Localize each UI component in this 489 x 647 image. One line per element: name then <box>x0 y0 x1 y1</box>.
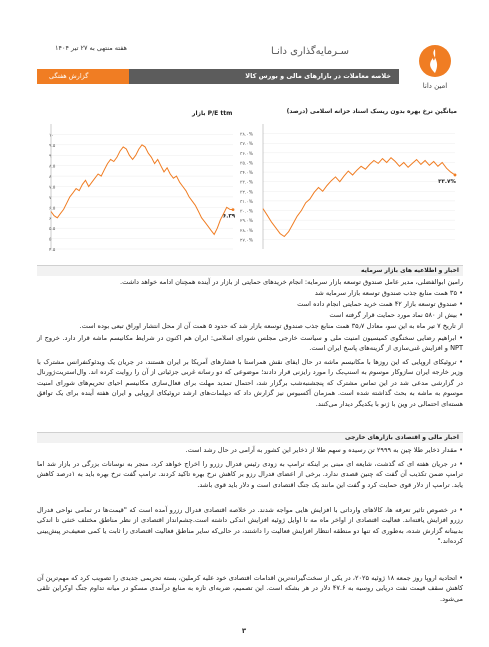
y-tick-label: ۳۶.۰% <box>240 151 253 157</box>
y-tick-label: ۴.۵ <box>49 248 56 253</box>
news-bullet: • اتحادیه اروپا روز جمعه ۱۸ ژوئیه ۲۰۲۵، در یکی از سخت‌گیرانه‌ترین اقدامات اقتصادی خود علیه کرملین، بسته تحریمی جدیدی را تصویب کرد که مهم‌ترین آن کاهش سقف قیمت نفت دریایی روسیه به ۴۷.۶ دلار در هر بشکه است. این تصمیم، ضربه‌ای تازه به منابع درآمدی مسکو در میانه تداوم جنگ اوکراین تلقی می‌شود. <box>37 574 464 603</box>
y-tick-label: ۶ <box>49 216 52 222</box>
latest-value-label: ۳۳.۷% <box>438 178 456 185</box>
y-tick-label: ۸ <box>49 175 52 181</box>
y-tick-label: ۳۲.۰% <box>240 190 253 196</box>
news-bullet: • تروئیکای اروپایی که این روزها با مکانیسم ماشه در حال ایفای نقش همراستا با فشارهای آمریکا بر ایران هستند، در جریان یک ویدئوکنفرانس مشترک با وزیر خارجه ایران سازوکار موسوم به اسنپ‌بک را مورد رایزنی قرار دادند؛ موضوعی که دو رسانه غربی جزئیاتی از آن را روایت کرده اند. وال‌استریت‌ژورنال در گزارشی مدعی شد در این تماس مشترک که پنجشنبه‌شب برگزار شد، احتمال تمدید مهلت برای فعال‌سازی مکانیسم احیای تحریم‌های شورای امنیت موسوم به ماشه به بحث گذاشته شده است. همزمان آکسیوس نیز گزارش داد که دیپلمات‌های ارشد تروئیکای اروپایی و ایران هفته آینده برای یک توافق هسته‌ای احتمالی در وین با ژنو با یکدیگر دیدار می‌کنند. <box>37 358 463 408</box>
y-tick-label: ۲۸.۰% <box>240 228 253 234</box>
y-tick-label: ۳۳.۰% <box>240 180 253 186</box>
report-type: گزارش هفتگی <box>49 72 89 80</box>
company-logo <box>409 40 461 98</box>
news-bullet: • ابراهیم رضایی سخنگوی کمیسیون امنیت ملی و سیاست خارجی مجلس شورای اسلامی: ایران هم اکنون در شرایط مکانیسم ماشه قرار دارد. خروج از NPT و افزایش غنی‌سازی از گزینه‌های پاسخ ایران است. <box>37 334 463 353</box>
series-line <box>51 145 233 235</box>
y-tick-label: ۹.۵ <box>49 143 56 149</box>
section-capital-market <box>37 265 463 276</box>
latest-point <box>232 208 235 211</box>
y-tick-label: ۱۰ <box>49 133 54 139</box>
news-paragraph: از تاریخ ۷ تیر ماه به این سو، معادل ۳۵٫۷ همت منابع جذب صندوق توسعه بازار شد که حدود ۵ همت آن از محل انتشار اوراق تبعی بوده است. <box>79 322 463 330</box>
latest-value-label: ۶.۳۹ <box>222 213 236 220</box>
y-tick-label: ۶.۵ <box>49 206 56 212</box>
page-number: ۳ <box>241 627 247 635</box>
logo-text: امین دانا <box>422 82 448 90</box>
interest-rate-chart <box>240 116 463 261</box>
y-tick-label: ۳۴.۰% <box>240 171 253 177</box>
news-bullet: • مقدار ذخایر طلا چین به ۲۹۹۹ تن رسیده و سهم طلا از ذخایر این کشور به آرامی در حال رشد است. <box>185 446 463 454</box>
y-tick-label: ۳۸.۰% <box>240 132 253 138</box>
y-tick-label: ۵.۵ <box>49 227 56 233</box>
title-band <box>37 69 399 84</box>
series-line <box>263 158 455 237</box>
charts-area <box>37 104 463 264</box>
news-bullet: • ۳۵ همت منابع جذب صندوق توسعه بازار سرمایه شد <box>314 289 463 297</box>
y-tick-label: ۳۷.۰% <box>240 142 253 148</box>
latest-point <box>454 174 457 177</box>
news-paragraph: رامین ابوالفضلی، مدیر عامل صندوق توسعه بازار سرمایه: انجام خریدهای حمایتی از بازار در آینده همچنان ادامه خواهد داشت. <box>120 278 463 286</box>
report-date: هفته منتهی به ۲۷ تیر ۱۴۰۴ <box>55 44 127 52</box>
flame-logo-icon <box>415 40 455 80</box>
y-tick-label: ۵ <box>49 237 52 243</box>
section-foreign-markets <box>37 432 463 443</box>
y-tick-label: ۳۵.۰% <box>240 161 253 167</box>
y-tick-label: ۷.۵ <box>49 185 56 191</box>
brand-title: سـرمایه‌گذاری دانـا <box>271 46 349 57</box>
chart-right-title: میانگین نرخ بهره بدون ریسک اسناد خزانه اسلامی (درصد) <box>286 108 457 115</box>
chart-left-title: P/E ttm بازار <box>192 110 233 117</box>
y-tick-label: ۲۷.۰% <box>240 238 253 244</box>
page-header <box>0 0 489 100</box>
section-capital-market-title: اخبار و اطلاعیه های بازار سرمایه <box>360 267 459 274</box>
y-tick-label: ۳۱.۰% <box>240 199 253 205</box>
news-bullet: • صندوق توسعه بازار ۴۲ همت خرید حمایتی انجام داده است <box>297 300 463 308</box>
section-foreign-markets-title: اخبار مالی و اقتصادی بازارهای خارجی <box>345 434 459 441</box>
report-title: خلاصه معاملات در بازارهای مالی و بورس کالا <box>245 72 391 80</box>
news-bullet: • بیش از ۵۸۰ نماد مورد حمایت قرار گرفته است <box>329 311 463 319</box>
pe-chart <box>37 116 247 261</box>
y-tick-label: ۸.۵ <box>49 164 56 170</box>
y-tick-label: ۳۰.۰% <box>240 209 253 215</box>
y-tick-label: ۷ <box>49 195 52 201</box>
y-tick-label: ۲۹.۰% <box>240 219 253 225</box>
y-tick-label: ۹ <box>49 154 52 160</box>
news-bullet: • در خصوص تاثیر تعرفه ها، کالاهای وارداتی با افزایش هایی مواجه شدند. در خلاصه اقتصادی فدرال رزرو آمده است که "قیمت‌ها در تمامی نواحی فدرال رزرو افزایش یافته‌اند. فعالیت اقتصادی از اواخر ماه مه تا اوایل ژوئیه افزایش اندکی داشته است.چشم‌انداز اقتصادی از نظر مناطق مختلف خنثی تا اندکی بدبینانه گزارش شده، به‌طوری که تنها دو منطقه انتظار افزایش فعالیت را داشتند، در حالی‌که سایر مناطق فعالیت اقتصادی را ثابت یا کمی ضعیف‌تر پیش‌بینی کرده‌اند." <box>37 506 463 546</box>
news-bullet: • در جریان هفته ای که گذشت، شایعه ای مبنی بر اینکه ترامپ به زودی رئیس فدرال رزرو را اخراج خواهد کرد، منجر به نوسانات بزرگی در بازار شد اما ترامپ ضمن تکذیب آن گفت که چنین قصدی ندارد. برخی از اعضای فدرال رزو بر کاهش نرخ بهره تاکید کردند. ترامپ گفت نرخ بهره باید به ۱درصد کاهش یابد. ترامپ از دلار قوی حمایت کرد و گفت این مانند یک جنگ اقتصادی است و دلار باید قوی باشد. <box>37 460 464 489</box>
